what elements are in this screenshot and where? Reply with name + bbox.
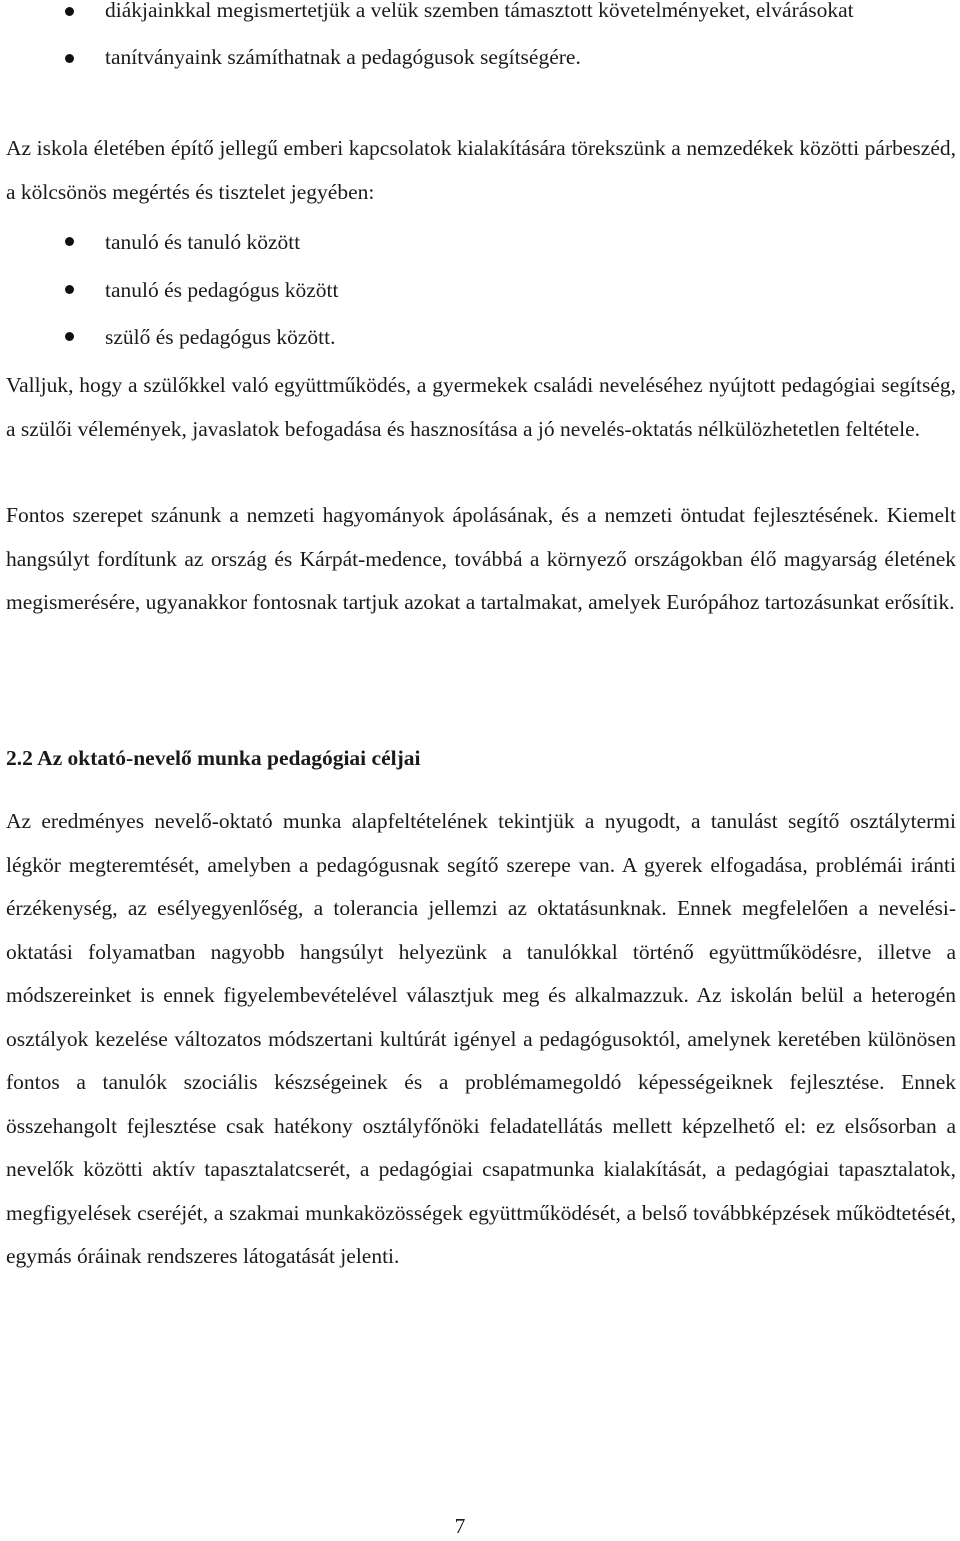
bullet-list-relations [0, 219, 956, 362]
list-item [0, 267, 956, 315]
page-number: 7 [454, 1514, 466, 1538]
list-item-text: diákjainkkal megismertetjük a velük szemben támasztott követelményeket, elvárásokat [105, 0, 854, 22]
bullet-list-expectations [0, 0, 956, 79]
paragraph-relations: Az iskola életében építő jellegű emberi kapcsolatok kialakítására törekszünk a nemzedékek közötti párbeszéd, a kölcsönös megértés és tisztelet jegyében: [6, 136, 956, 204]
list-item [0, 219, 956, 267]
list-item-text: tanuló és pedagógus között [105, 277, 339, 302]
bullet-icon [65, 54, 74, 63]
list-item-text: tanítványaink számíthatnak a pedagógusok segítségére. [105, 45, 581, 69]
paragraph-goals: Az eredményes nevelő-oktató munka alapfeltételének tekintjük a nyugodt, a tanulást segítő osztálytermi légkör megteremtését, amelyben a pedagógusnak segítő szerepe van. A gyerek elfogadása, problémái iránti érzékenység, az esélyegyenlőség, a tolerancia jellemzi az oktatásunknak. Ennek megfelelően a nevelési-oktatási folyamatban nagyobb hangsúlyt helyezünk a tanulókkal történő együttműködésre, illetve a módszereinket is ennek figyelembevételével választjuk meg és alkalmazzuk. Az iskolán belül a heterogén osztályok kezelése változatos módszertani kultúrát igényel a pedagógusoktól, amelynek keretében különösen fontos a tanulók szociális készségeinek és a problémamegoldó képességeiknek fejlesztése. Ennek összehangolt fejlesztése csak hatékony osztályfőnöki feladatellátás mellett képzelhető el: ez elsősorban a nevelők közötti aktív tapasztalatcserét, a pedagógiai csapatmunka kialakítását, a pedagógiai tapasztalatok, megfigyelések cseréjét, a szakmai munkaközösségek együttműködését, a belső továbbképzések működtetését, egymás óráinak rendszeres látogatását jelenti. [6, 809, 956, 1268]
paragraph-national: Fontos szerepet szánunk a nemzeti hagyományok ápolásának, és a nemzeti öntudat fejlesztésének. Kiemelt hangsúlyt fordítunk az ország és Kárpát-medence, továbbá a környező országokban élő magyarság életének megismerésére, ugyanakkor fontosnak tartjuk azokat a tartalmakat, amelyek Európához tartozásunkat erősítik. [6, 503, 956, 614]
list-item-text: szülő és pedagógus között. [105, 325, 336, 349]
list-item [0, 314, 956, 362]
paragraph-parents: Valljuk, hogy a szülőkkel való együttműködés, a gyermekek családi neveléséhez nyújtott pedagógiai segítség, a szülői vélemények, javaslatok befogadása és hasznosítása a jó nevelés-oktatás nélkülözhetetlen feltétele. [6, 373, 956, 441]
bullet-icon [65, 7, 74, 16]
bullet-icon [65, 285, 74, 294]
bullet-icon [65, 332, 74, 341]
bullet-icon [65, 237, 74, 246]
list-item [0, 36, 956, 79]
list-item-text: tanuló és tanuló között [105, 230, 301, 254]
section-heading: 2.2 Az oktató-nevelő munka pedagógiai céljai [6, 746, 421, 770]
list-item [0, 0, 956, 32]
